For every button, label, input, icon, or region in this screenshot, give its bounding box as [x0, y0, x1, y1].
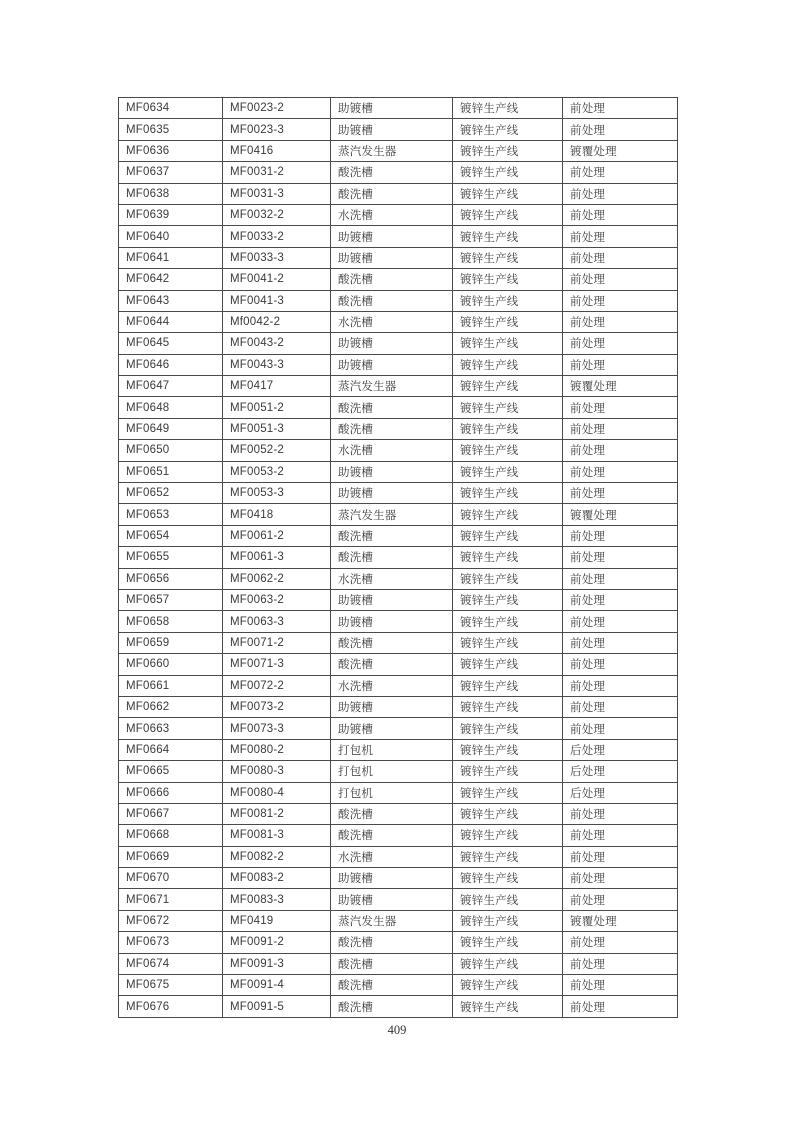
table-cell: 前处理 — [563, 868, 678, 889]
table-row — [119, 397, 678, 418]
table-cell: 前处理 — [563, 589, 678, 610]
table-cell: 镀锌生产线 — [453, 440, 563, 461]
table-cell: 前处理 — [563, 98, 678, 119]
table-cell: MF0061-3 — [223, 547, 331, 568]
table-cell: 蒸汽发生器 — [331, 504, 453, 525]
table-cell: 酸洗槽 — [331, 162, 453, 183]
table-cell: 镀覆处理 — [563, 140, 678, 161]
table-cell: 酸洗槽 — [331, 183, 453, 204]
table-cell: 前处理 — [563, 354, 678, 375]
table-row — [119, 654, 678, 675]
table-cell: MF0658 — [119, 611, 223, 632]
table-cell: 镀锌生产线 — [453, 226, 563, 247]
table-cell: MF0051-2 — [223, 397, 331, 418]
table-cell: 前处理 — [563, 846, 678, 867]
table-cell: MF0033-2 — [223, 226, 331, 247]
table-cell: MF0674 — [119, 953, 223, 974]
table-cell: 前处理 — [563, 483, 678, 504]
table-cell: MF0653 — [119, 504, 223, 525]
table-cell: 酸洗槽 — [331, 418, 453, 439]
table-cell: 前处理 — [563, 675, 678, 696]
table-cell: 前处理 — [563, 183, 678, 204]
table-row — [119, 953, 678, 974]
table-cell: 前处理 — [563, 226, 678, 247]
table-cell: MF0073-2 — [223, 696, 331, 717]
table-cell: 镀锌生产线 — [453, 589, 563, 610]
table-cell: MF0053-2 — [223, 461, 331, 482]
table-row — [119, 290, 678, 311]
table-row — [119, 547, 678, 568]
table-cell: 镀锌生产线 — [453, 547, 563, 568]
table-cell: 助镀槽 — [331, 461, 453, 482]
table-row — [119, 932, 678, 953]
table-cell: MF0652 — [119, 483, 223, 504]
table-cell: 镀锌生产线 — [453, 739, 563, 760]
table-cell: MF0676 — [119, 996, 223, 1017]
table-cell: MF0023-3 — [223, 119, 331, 140]
table-cell: MF0666 — [119, 782, 223, 803]
table-row — [119, 226, 678, 247]
table-row — [119, 675, 678, 696]
table-row — [119, 376, 678, 397]
table-cell: 镀锌生产线 — [453, 504, 563, 525]
table-row — [119, 868, 678, 889]
table-cell: MF0640 — [119, 226, 223, 247]
table-cell: 助镀槽 — [331, 226, 453, 247]
table-row — [119, 825, 678, 846]
table-cell: MF0669 — [119, 846, 223, 867]
table-cell: 前处理 — [563, 525, 678, 546]
table-row — [119, 846, 678, 867]
table-row — [119, 910, 678, 931]
table-cell: 前处理 — [563, 269, 678, 290]
table-cell: 镀锌生产线 — [453, 782, 563, 803]
table-cell: 酸洗槽 — [331, 932, 453, 953]
table-row — [119, 483, 678, 504]
table-cell: 镀覆处理 — [563, 376, 678, 397]
table-cell: 前处理 — [563, 333, 678, 354]
page-number: 409 — [387, 1023, 407, 1037]
table-cell: MF0043-3 — [223, 354, 331, 375]
equipment-table-body — [119, 98, 678, 1018]
table-row — [119, 354, 678, 375]
table-cell: 水洗槽 — [331, 311, 453, 332]
table-row — [119, 611, 678, 632]
table-cell: MF0080-3 — [223, 761, 331, 782]
table-cell: MF0641 — [119, 247, 223, 268]
table-cell: 酸洗槽 — [331, 269, 453, 290]
table-cell: 前处理 — [563, 953, 678, 974]
table-cell: Mf0042-2 — [223, 311, 331, 332]
table-cell: MF0650 — [119, 440, 223, 461]
table-cell: 酸洗槽 — [331, 975, 453, 996]
table-cell: 镀锌生产线 — [453, 140, 563, 161]
table-cell: MF0091-3 — [223, 953, 331, 974]
table-cell: MF0648 — [119, 397, 223, 418]
table-cell: 镀锌生产线 — [453, 397, 563, 418]
table-cell: MF0033-3 — [223, 247, 331, 268]
table-cell: 水洗槽 — [331, 846, 453, 867]
table-cell: MF0672 — [119, 910, 223, 931]
table-cell: 镀锌生产线 — [453, 119, 563, 140]
table-cell: 镀锌生产线 — [453, 269, 563, 290]
table-cell: MF0416 — [223, 140, 331, 161]
table-cell: 镀锌生产线 — [453, 568, 563, 589]
table-row — [119, 803, 678, 824]
table-cell: 助镀槽 — [331, 589, 453, 610]
table-cell: 镀锌生产线 — [453, 611, 563, 632]
table-cell: MF0051-3 — [223, 418, 331, 439]
table-cell: MF0072-2 — [223, 675, 331, 696]
table-cell: MF0083-2 — [223, 868, 331, 889]
table-cell: 蒸汽发生器 — [331, 376, 453, 397]
table-cell: 酸洗槽 — [331, 953, 453, 974]
table-cell: MF0041-3 — [223, 290, 331, 311]
table-cell: 助镀槽 — [331, 247, 453, 268]
table-cell: 镀锌生产线 — [453, 183, 563, 204]
table-cell: 镀锌生产线 — [453, 868, 563, 889]
table-cell: MF0636 — [119, 140, 223, 161]
table-cell: 助镀槽 — [331, 98, 453, 119]
table-cell: 镀锌生产线 — [453, 696, 563, 717]
table-cell: 镀锌生产线 — [453, 932, 563, 953]
table-cell: MF0664 — [119, 739, 223, 760]
table-cell: MF0052-2 — [223, 440, 331, 461]
table-cell: MF0645 — [119, 333, 223, 354]
table-row — [119, 568, 678, 589]
table-cell: MF0043-2 — [223, 333, 331, 354]
table-cell: 前处理 — [563, 247, 678, 268]
table-cell: 前处理 — [563, 611, 678, 632]
table-cell: 前处理 — [563, 290, 678, 311]
table-cell: 蒸汽发生器 — [331, 910, 453, 931]
table-cell: 镀锌生产线 — [453, 803, 563, 824]
table-cell: MF0031-3 — [223, 183, 331, 204]
table-cell: MF0062-2 — [223, 568, 331, 589]
table-cell: MF0637 — [119, 162, 223, 183]
table-cell: MF0041-2 — [223, 269, 331, 290]
table-row — [119, 889, 678, 910]
table-cell: 前处理 — [563, 803, 678, 824]
table-cell: MF0071-2 — [223, 632, 331, 653]
table-cell: MF0638 — [119, 183, 223, 204]
table-cell: 助镀槽 — [331, 354, 453, 375]
table-row — [119, 98, 678, 119]
table-cell: MF0651 — [119, 461, 223, 482]
table-cell: MF0082-2 — [223, 846, 331, 867]
table-cell: 前处理 — [563, 568, 678, 589]
table-row — [119, 996, 678, 1017]
table-row — [119, 782, 678, 803]
table-cell: 镀锌生产线 — [453, 675, 563, 696]
table-cell: 助镀槽 — [331, 611, 453, 632]
table-cell: 前处理 — [563, 632, 678, 653]
table-cell: MF0031-2 — [223, 162, 331, 183]
table-cell: 镀锌生产线 — [453, 311, 563, 332]
table-cell: MF0659 — [119, 632, 223, 653]
table-cell: MF0655 — [119, 547, 223, 568]
table-cell: MF0091-2 — [223, 932, 331, 953]
table-row — [119, 333, 678, 354]
table-cell: 前处理 — [563, 461, 678, 482]
table-cell: 镀锌生产线 — [453, 204, 563, 225]
table-cell: 前处理 — [563, 547, 678, 568]
table-cell: MF0670 — [119, 868, 223, 889]
table-cell: MF0644 — [119, 311, 223, 332]
table-cell: MF0654 — [119, 525, 223, 546]
table-cell: MF0419 — [223, 910, 331, 931]
table-cell: 镀锌生产线 — [453, 290, 563, 311]
table-cell: 酸洗槽 — [331, 825, 453, 846]
table-cell: MF0080-2 — [223, 739, 331, 760]
table-cell: 前处理 — [563, 996, 678, 1017]
table-cell: MF0647 — [119, 376, 223, 397]
table-cell: 镀覆处理 — [563, 910, 678, 931]
table-cell: 后处理 — [563, 782, 678, 803]
table-cell: 前处理 — [563, 204, 678, 225]
table-cell: MF0663 — [119, 718, 223, 739]
table-cell: 镀锌生产线 — [453, 418, 563, 439]
table-cell: MF0063-2 — [223, 589, 331, 610]
table-row — [119, 718, 678, 739]
table-cell: 镀锌生产线 — [453, 461, 563, 482]
table-cell: 镀锌生产线 — [453, 98, 563, 119]
table-cell: 镀锌生产线 — [453, 654, 563, 675]
table-cell: MF0665 — [119, 761, 223, 782]
table-cell: 打包机 — [331, 761, 453, 782]
table-row — [119, 504, 678, 525]
table-cell: MF0080-4 — [223, 782, 331, 803]
table-cell: MF0081-2 — [223, 803, 331, 824]
table-cell: 助镀槽 — [331, 483, 453, 504]
table-cell: 前处理 — [563, 696, 678, 717]
table-row — [119, 696, 678, 717]
table-cell: 镀锌生产线 — [453, 354, 563, 375]
table-cell: MF0053-3 — [223, 483, 331, 504]
table-row — [119, 418, 678, 439]
table-cell: 前处理 — [563, 311, 678, 332]
table-row — [119, 975, 678, 996]
table-row — [119, 247, 678, 268]
table-cell: 酸洗槽 — [331, 547, 453, 568]
table-cell: MF0063-3 — [223, 611, 331, 632]
table-cell: MF0671 — [119, 889, 223, 910]
table-cell: MF0071-3 — [223, 654, 331, 675]
table-cell: 前处理 — [563, 718, 678, 739]
table-cell: 镀锌生产线 — [453, 376, 563, 397]
table-cell: MF0662 — [119, 696, 223, 717]
table-cell: 前处理 — [563, 889, 678, 910]
table-cell: 助镀槽 — [331, 119, 453, 140]
table-cell: 前处理 — [563, 119, 678, 140]
table-cell: 酸洗槽 — [331, 397, 453, 418]
table-cell: MF0649 — [119, 418, 223, 439]
table-cell: MF0639 — [119, 204, 223, 225]
table-cell: 助镀槽 — [331, 868, 453, 889]
table-row — [119, 461, 678, 482]
table-cell: MF0417 — [223, 376, 331, 397]
table-cell: MF0091-5 — [223, 996, 331, 1017]
table-row — [119, 440, 678, 461]
table-cell: MF0675 — [119, 975, 223, 996]
table-cell: 酸洗槽 — [331, 290, 453, 311]
table-cell: MF0073-3 — [223, 718, 331, 739]
table-cell: 后处理 — [563, 761, 678, 782]
table-cell: MF0642 — [119, 269, 223, 290]
table-cell: MF0668 — [119, 825, 223, 846]
table-cell: 蒸汽发生器 — [331, 140, 453, 161]
table-cell: 水洗槽 — [331, 675, 453, 696]
table-cell: 酸洗槽 — [331, 996, 453, 1017]
table-cell: MF0661 — [119, 675, 223, 696]
table-cell: 镀锌生产线 — [453, 632, 563, 653]
table-cell: 镀锌生产线 — [453, 718, 563, 739]
table-cell: 前处理 — [563, 162, 678, 183]
table-cell: 酸洗槽 — [331, 654, 453, 675]
table-cell: 后处理 — [563, 739, 678, 760]
table-row — [119, 204, 678, 225]
table-row — [119, 589, 678, 610]
table-cell: 助镀槽 — [331, 718, 453, 739]
table-cell: 水洗槽 — [331, 440, 453, 461]
table-row — [119, 761, 678, 782]
table-cell: MF0061-2 — [223, 525, 331, 546]
table-cell: 酸洗槽 — [331, 803, 453, 824]
table-cell: 镀锌生产线 — [453, 247, 563, 268]
table-row — [119, 632, 678, 653]
table-cell: 镀覆处理 — [563, 504, 678, 525]
table-cell: 前处理 — [563, 932, 678, 953]
table-cell: MF0032-2 — [223, 204, 331, 225]
table-cell: 酸洗槽 — [331, 525, 453, 546]
table-cell: 前处理 — [563, 654, 678, 675]
table-cell: MF0635 — [119, 119, 223, 140]
table-cell: 镀锌生产线 — [453, 162, 563, 183]
table-cell: 助镀槽 — [331, 696, 453, 717]
table-cell: 前处理 — [563, 418, 678, 439]
table-cell: 助镀槽 — [331, 889, 453, 910]
table-row — [119, 183, 678, 204]
table-cell: MF0667 — [119, 803, 223, 824]
table-cell: 打包机 — [331, 782, 453, 803]
table-row — [119, 269, 678, 290]
table-cell: 镀锌生产线 — [453, 953, 563, 974]
table-cell: 镀锌生产线 — [453, 889, 563, 910]
table-cell: MF0656 — [119, 568, 223, 589]
table-cell: 打包机 — [331, 739, 453, 760]
table-cell: MF0081-3 — [223, 825, 331, 846]
table-cell: 镀锌生产线 — [453, 996, 563, 1017]
table-cell: 前处理 — [563, 975, 678, 996]
table-cell: 酸洗槽 — [331, 632, 453, 653]
table-cell: 镀锌生产线 — [453, 525, 563, 546]
table-row — [119, 119, 678, 140]
table-cell: MF0660 — [119, 654, 223, 675]
table-cell: MF0083-3 — [223, 889, 331, 910]
table-cell: MF0643 — [119, 290, 223, 311]
table-cell: 镀锌生产线 — [453, 333, 563, 354]
table-row — [119, 739, 678, 760]
table-cell: 镀锌生产线 — [453, 761, 563, 782]
table-cell: 助镀槽 — [331, 333, 453, 354]
table-cell: MF0023-2 — [223, 98, 331, 119]
table-cell: 前处理 — [563, 397, 678, 418]
table-row — [119, 162, 678, 183]
table-cell: MF0091-4 — [223, 975, 331, 996]
table-cell: 镀锌生产线 — [453, 483, 563, 504]
table-cell: 镀锌生产线 — [453, 975, 563, 996]
table-cell: MF0418 — [223, 504, 331, 525]
table-cell: MF0657 — [119, 589, 223, 610]
table-row — [119, 140, 678, 161]
table-row — [119, 525, 678, 546]
table-cell: 水洗槽 — [331, 568, 453, 589]
table-cell: MF0634 — [119, 98, 223, 119]
table-cell: 镀锌生产线 — [453, 825, 563, 846]
table-cell: 镀锌生产线 — [453, 846, 563, 867]
equipment-table — [118, 97, 678, 1018]
table-cell: 镀锌生产线 — [453, 910, 563, 931]
table-cell: 前处理 — [563, 825, 678, 846]
table-cell: 前处理 — [563, 440, 678, 461]
table-cell: MF0673 — [119, 932, 223, 953]
table-row — [119, 311, 678, 332]
table-cell: 水洗槽 — [331, 204, 453, 225]
table-cell: MF0646 — [119, 354, 223, 375]
